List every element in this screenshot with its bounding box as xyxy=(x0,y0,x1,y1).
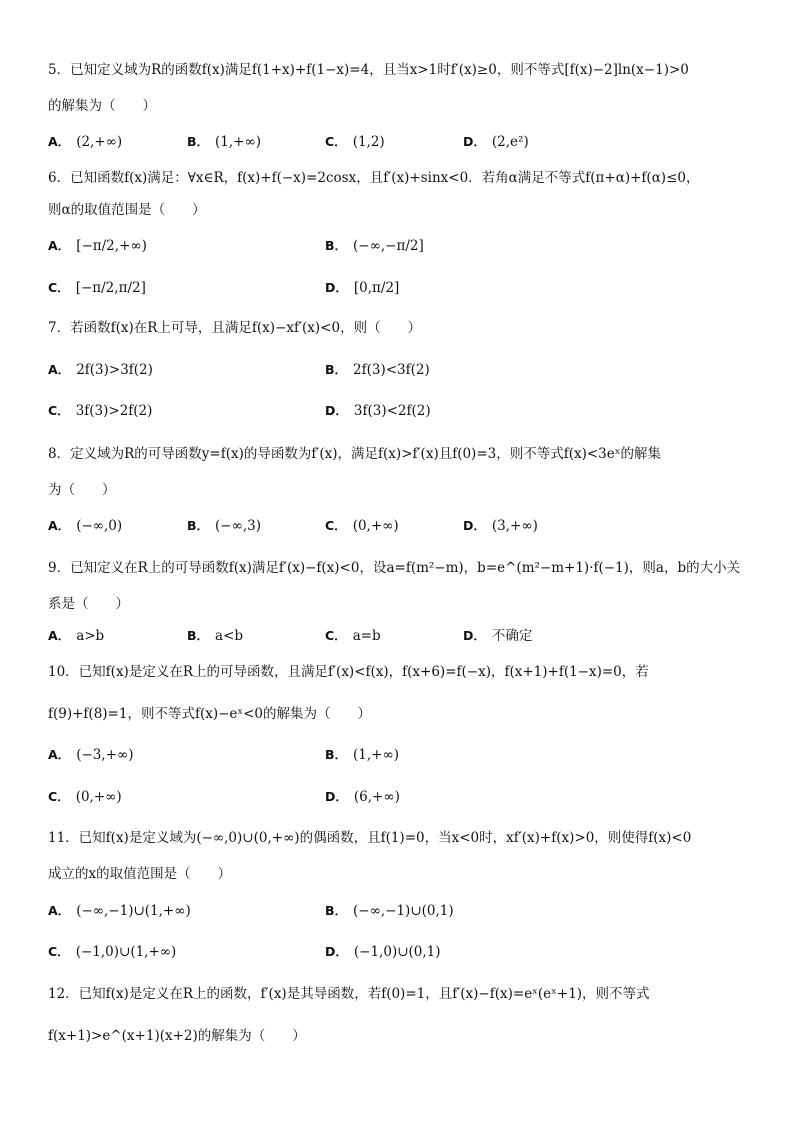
q5-option-c: C． (1,2) xyxy=(325,134,385,150)
q7-option-c: C． 3f(3)>2f(2) xyxy=(48,403,153,419)
q9-stem-line2: 系是（ ） xyxy=(48,596,129,612)
q10-stem-line2: f(9)+f(8)=1，则不等式f(x)−eˣ<0的解集为（ ） xyxy=(48,706,372,722)
q12-stem-line2: f(x+1)>e^(x+1)(x+2)的解集为（ ） xyxy=(48,1028,306,1044)
q12-stem-line1: 12．已知f(x)是定义在R上的函数，f′(x)是其导函数，若f(0)=1，且f′(x)−f(x)=eˣ(eˣ+1)，则不等式 xyxy=(48,986,650,1002)
q7-option-d: D． 3f(3)<2f(2) xyxy=(325,403,431,419)
q9-stem-line1: 9．已知定义在R上的可导函数f(x)满足f′(x)−f(x)<0，设a=f(m²−m)，b=e^(m²−m+1)·f(−1)，则a，b的大小关 xyxy=(48,560,741,576)
q9-option-c: C． a=b xyxy=(325,628,381,644)
q6-option-d: D． [0,π/2] xyxy=(325,280,400,296)
q8-stem-line1: 8．定义域为R的可导函数y=f(x)的导函数为f′(x)，满足f(x)>f′(x)且f(0)=3，则不等式f(x)<3eˣ的解集 xyxy=(48,446,661,462)
q8-stem-line2: 为（ ） xyxy=(48,482,116,498)
q5-option-b: B． (1,+∞) xyxy=(187,134,262,150)
q6-option-b: B． (−∞,−π/2] xyxy=(325,238,424,254)
q9-option-d: D． 不确定 xyxy=(463,628,533,644)
q5-stem-line1: 5．已知定义域为R的函数f(x)满足f(1+x)+f(1−x)=4，且当x>1时f′(x)≥0，则不等式[f(x)−2]ln(x−1)>0 xyxy=(48,62,689,78)
q5-option-d: D． (2,e²) xyxy=(463,134,529,150)
q11-option-c: C． (−1,0)∪(1,+∞) xyxy=(48,944,177,960)
q5-stem-line2: 的解集为（ ） xyxy=(48,98,156,114)
q11-option-b: B． (−∞,−1)∪(0,1) xyxy=(325,903,454,919)
q11-option-d: D． (−1,0)∪(0,1) xyxy=(325,944,441,960)
q11-option-a: A． (−∞,−1)∪(1,+∞) xyxy=(48,903,191,919)
q6-stem-line2: 则α的取值范围是（ ） xyxy=(48,202,206,218)
q7-stem-line1: 7．若函数f(x)在R上可导，且满足f(x)−xf′(x)<0，则（ ） xyxy=(48,320,422,336)
q6-stem-line1: 6．已知函数f(x)满足：∀x∈R，f(x)+f(−x)=2cosx，且f′(x)+sinx<0．若角α满足不等式f(π+α)+f(α)≤0， xyxy=(48,170,700,186)
q8-option-c: C． (0,+∞) xyxy=(325,518,399,534)
q10-option-b: B． (1,+∞) xyxy=(325,747,400,763)
q8-option-d: D． (3,+∞) xyxy=(463,518,538,534)
q11-stem-line2: 成立的x的取值范围是（ ） xyxy=(48,866,232,882)
q8-option-b: B． (−∞,3) xyxy=(187,518,262,534)
q6-option-c: C． [−π/2,π/2] xyxy=(48,280,146,296)
q7-option-b: B． 2f(3)<3f(2) xyxy=(325,362,430,378)
q10-stem-line1: 10．已知f(x)是定义在R上的可导函数，且满足f′(x)<f(x)，f(x+6)=f(−x)，f(x+1)+f(1−x)=0，若 xyxy=(48,664,649,680)
q9-option-a: A． a>b xyxy=(48,628,105,644)
q6-option-a: A． [−π/2,+∞) xyxy=(48,238,147,254)
q8-option-a: A． (−∞,0) xyxy=(48,518,123,534)
q5-option-a: A． (2,+∞) xyxy=(48,134,123,150)
q10-option-c: C． (0,+∞) xyxy=(48,789,122,805)
q10-option-d: D． (6,+∞) xyxy=(325,789,400,805)
q9-option-b: B． a<b xyxy=(187,628,244,644)
q11-stem-line1: 11．已知f(x)是定义域为(−∞,0)∪(0,+∞)的偶函数，且f(1)=0，当x<0时，xf′(x)+f(x)>0，则使得f(x)<0 xyxy=(48,830,692,846)
q7-option-a: A． 2f(3)>3f(2) xyxy=(48,362,153,378)
q10-option-a: A． (−3,+∞) xyxy=(48,747,134,763)
